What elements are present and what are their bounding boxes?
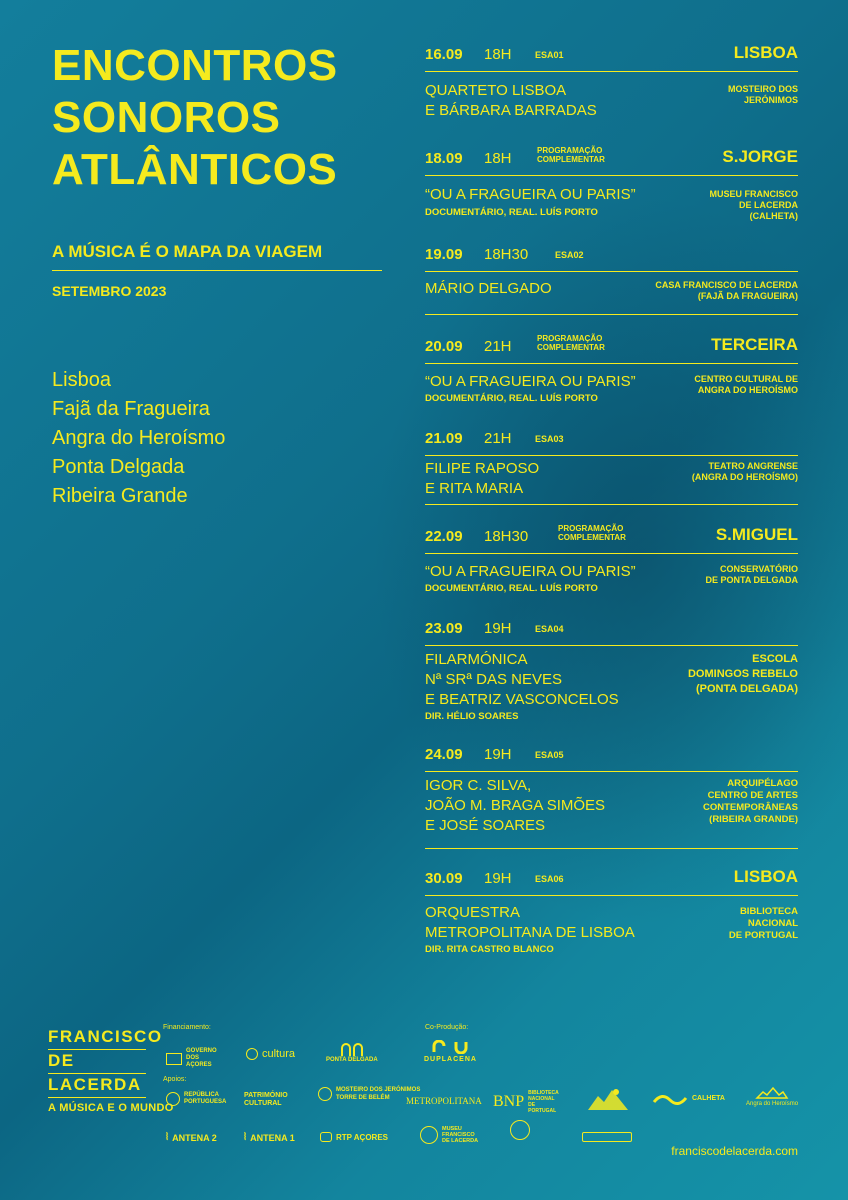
event-artist (425, 372, 636, 392)
event-date: 18.09 (425, 150, 463, 167)
artist-line: FILIPE RAPOSO (425, 460, 540, 477)
prog-line: COMPLEMENTAR (537, 343, 605, 352)
angra-heroismo-logo (746, 1086, 798, 1107)
music-note-icon (510, 1120, 530, 1140)
event-city: TERCEIRA (711, 335, 798, 354)
event-divider (425, 771, 798, 772)
artist-line: MÁRIO DELGADO (425, 280, 552, 297)
artist-line: “OU A FRAGUEIRA OU PARIS” (425, 186, 636, 203)
event-divider (425, 553, 798, 554)
programacao-complementar-label (537, 146, 605, 164)
event-divider (425, 175, 798, 176)
sponsor-label: ANTENA 1 (250, 1132, 295, 1143)
prog-line: COMPLEMENTAR (537, 155, 605, 164)
bnp-logo (493, 1090, 562, 1114)
event-date: 20.09 (425, 338, 463, 355)
sponsor-label: TORRE DE BELÉM (336, 1095, 390, 1101)
event-note: DOCUMENTÁRIO, REAL. LUÍS PORTO (425, 393, 598, 404)
sponsor-label: cultura (262, 1048, 296, 1060)
event-code: ESA05 (535, 750, 564, 760)
subtitle-divider (52, 270, 382, 271)
event-code: ESA02 (555, 250, 584, 260)
sponsor-label: CALHETA (692, 1094, 725, 1102)
city-item: Lisboa (52, 369, 111, 391)
event-time: 18H30 (484, 246, 529, 263)
venue-line: BIBLIOTECA (739, 906, 798, 917)
fragueira-illustration-logo (586, 1086, 630, 1114)
section-divider (425, 848, 798, 849)
event-city: S.MIGUEL (715, 525, 798, 544)
event-code: ESA06 (535, 874, 564, 884)
mosteiro-jeronimos-logo (318, 1086, 420, 1102)
arquipelago-icon (582, 1132, 632, 1142)
event-date: 24.09 (425, 746, 463, 763)
event-header (425, 40, 798, 66)
sponsor-label: PATRIMÓNIO CULTURAL (244, 1092, 288, 1107)
antena2-logo (166, 1132, 217, 1143)
event-header (425, 144, 798, 170)
poster-title (52, 40, 338, 196)
artist-line: Nª SRª DAS NEVES (425, 671, 562, 688)
event-header (425, 332, 798, 358)
event-venue (705, 564, 798, 586)
arches-icon (340, 1042, 364, 1056)
poster-subtitle: A MÚSICA É O MAPA DA VIAGEM (52, 242, 323, 261)
prog-line: PROGRAMAÇÃO (558, 524, 624, 533)
venue-line: (RIBEIRA GRANDE) (709, 814, 798, 825)
venue-line: DE PORTUGAL (728, 930, 798, 941)
duplacena-logo (424, 1040, 477, 1063)
event-time: 21H (484, 430, 512, 447)
event-time: 18H (484, 150, 512, 167)
calheta-logo (652, 1090, 725, 1106)
venue-line: ANGRA DO HEROÍSMO (697, 385, 798, 395)
event-21-09 (425, 424, 798, 497)
venue-line: (PONTA DELGADA) (695, 683, 798, 695)
museu-francisco-lacerda-logo (420, 1126, 482, 1144)
event-time: 19H (484, 620, 512, 637)
event-venue (688, 652, 798, 697)
venue-line: CASA FRANCISCO DE LACERDA (655, 280, 798, 290)
patrimonio-cultural-logo (244, 1092, 298, 1108)
venue-line: TEATRO ANGRENSE (708, 461, 798, 471)
event-artist (425, 185, 636, 205)
event-time: 18H (484, 46, 512, 63)
ponta-delgada-logo (326, 1042, 378, 1063)
event-code: ESA04 (535, 624, 564, 634)
title-line-1: ENCONTROS (52, 41, 338, 90)
venue-line: CONSERVATÓRIO (719, 564, 798, 574)
event-19-09 (425, 240, 798, 301)
event-artist (425, 459, 539, 499)
sponsor-label: RTP AÇORES (336, 1132, 389, 1142)
francisco-de-lacerda-logo (48, 1026, 174, 1114)
sponsor-label: Angra do Heroísmo (746, 1101, 799, 1107)
event-time: 19H (484, 746, 512, 763)
logo-line: DE (48, 1050, 146, 1074)
sponsor-label: REPÚBLICA PORTUGUESA (184, 1092, 227, 1105)
artist-line: “OU A FRAGUEIRA OU PARIS” (425, 563, 636, 580)
event-code: ESA03 (535, 434, 564, 444)
governo-acores-logo (166, 1048, 226, 1069)
programacao-complementar-label (558, 524, 626, 542)
event-divider (425, 895, 798, 896)
rtp-acores-logo (320, 1132, 388, 1142)
event-time: 19H (484, 870, 512, 887)
event-time: 18H30 (484, 528, 529, 545)
section-divider (425, 314, 798, 315)
sponsor-label: PONTA DELGADA (326, 1057, 378, 1063)
artist-line: FILARMÓNICA (425, 651, 528, 668)
coproducao-label: Co-Produção: (425, 1024, 469, 1031)
venue-line: CENTRO DE ARTES (707, 790, 798, 801)
event-note: DOCUMENTÁRIO, REAL. LUÍS PORTO (425, 207, 598, 218)
prog-line: PROGRAMAÇÃO (537, 334, 603, 343)
event-venue (694, 374, 798, 396)
seal-icon (318, 1087, 332, 1101)
sponsor-label: MUSEU FRANCISCO DE LACERDA (442, 1126, 479, 1144)
event-30-09 (425, 864, 798, 955)
event-venue (655, 280, 798, 302)
venue-line: DOMINGOS REBELO (687, 668, 798, 680)
event-code: ESA01 (535, 50, 564, 60)
event-18-09 (425, 144, 798, 221)
arquipelago-logo (582, 1132, 632, 1142)
event-date: 21.09 (425, 430, 463, 447)
sponsor-label: BNP (493, 1093, 525, 1110)
event-venue (709, 189, 798, 222)
venue-line: ARQUIPÉLAGO (727, 778, 798, 789)
logo-tagline: A MÚSICA E O MUNDO (48, 1102, 174, 1114)
event-16-09 (425, 40, 798, 119)
city-item: Ponta Delgada (52, 456, 185, 478)
event-artist (425, 776, 605, 836)
artist-line: ORQUESTRA (425, 904, 521, 921)
event-22-09 (425, 522, 798, 594)
prog-line: PROGRAMAÇÃO (537, 146, 603, 155)
rtp-icon (320, 1132, 332, 1142)
artist-line: METROPOLITANA DE LISBOA (425, 924, 635, 941)
event-divider (425, 363, 798, 364)
event-artist (425, 81, 597, 121)
artist-line: E BÁRBARA BARRADAS (425, 102, 597, 119)
event-header (425, 240, 798, 266)
artist-line: E RITA MARIA (425, 480, 524, 497)
footer (0, 1020, 848, 1200)
event-header (425, 424, 798, 450)
event-divider (425, 455, 798, 456)
event-header (425, 614, 798, 640)
event-header (425, 740, 798, 766)
financiamento-label: Financiamento: (163, 1024, 211, 1031)
wave-icon (652, 1090, 688, 1106)
event-divider (425, 645, 798, 646)
event-23-09 (425, 614, 798, 722)
event-venue (703, 778, 798, 826)
logo-line: LACERDA (48, 1074, 146, 1098)
event-artist (425, 562, 636, 582)
apoios-label: Apoios: (163, 1076, 187, 1083)
programacao-complementar-label (537, 334, 605, 352)
venue-line: (FAJÃ DA FRAGUEIRA) (697, 291, 798, 301)
event-date: 22.09 (425, 528, 463, 545)
event-20-09 (425, 332, 798, 404)
event-note: DIR. HÉLIO SOARES (425, 711, 519, 722)
sponsor-label: MOSTEIRO DOS JERÓNIMOS (336, 1087, 421, 1093)
event-time: 21H (484, 338, 512, 355)
sponsor-label: DUPLACENA (424, 1056, 477, 1063)
venue-line: DE LACERDA (738, 200, 798, 210)
venue-line: ESCOLA (752, 653, 798, 665)
city-list (52, 366, 225, 511)
event-divider (425, 271, 798, 272)
artist-line: JOÃO M. BRAGA SIMÕES (425, 797, 606, 814)
prog-line: COMPLEMENTAR (558, 533, 626, 542)
event-date: 16.09 (425, 46, 463, 63)
circle-icon (246, 1048, 258, 1060)
cultura-logo (246, 1048, 295, 1060)
poster-month: SETEMBRO 2023 (52, 283, 167, 299)
event-date: 30.09 (425, 870, 463, 887)
event-date: 19.09 (425, 246, 463, 263)
artist-line: IGOR C. SILVA, (425, 777, 532, 794)
artist-line: E BEATRIZ VASCONCELOS (425, 691, 619, 708)
event-artist (425, 903, 635, 943)
republica-portuguesa-logo (166, 1092, 232, 1106)
venue-line: CONTEMPORÂNEAS (702, 802, 798, 813)
sponsor-label: BIBLIOTECA NACIONAL DE PORTUGAL (528, 1090, 559, 1114)
event-date: 23.09 (425, 620, 463, 637)
duplacena-icon (430, 1040, 470, 1054)
title-line-2: SONOROS (52, 93, 281, 142)
venue-line: CENTRO CULTURAL DE (694, 374, 798, 384)
event-24-09 (425, 740, 798, 834)
event-header (425, 864, 798, 890)
artist-line: E JOSÉ SOARES (425, 817, 546, 834)
logo-line: FRANCISCO (48, 1026, 146, 1050)
event-header (425, 522, 798, 548)
venue-line: MOSTEIRO DOS (727, 84, 798, 94)
title-line-3: ATLÂNTICOS (52, 145, 338, 194)
venue-line: NACIONAL (747, 918, 798, 929)
city-item: Angra do Heroísmo (52, 427, 226, 449)
city-item: Fajã da Fragueira (52, 398, 210, 420)
venue-line: (ANGRA DO HEROÍSMO) (691, 472, 798, 482)
event-city: LISBOA (733, 867, 798, 886)
sponsor-label: ANTENA 2 (172, 1132, 217, 1143)
flag-icon (166, 1053, 182, 1065)
event-note: DIR. RITA CASTRO BLANCO (425, 944, 554, 955)
radio-signal-icon: ⦚ (244, 1132, 247, 1143)
event-artist (425, 279, 552, 299)
website-link[interactable]: franciscodelacerda.com (671, 1144, 798, 1158)
sponsor-label: GOVERNO DOS AÇORES (186, 1048, 217, 1068)
event-venue (692, 461, 798, 483)
artist-line: QUARTETO LISBOA (425, 82, 567, 99)
radio-signal-icon: ⦚ (166, 1132, 169, 1143)
event-venue (728, 84, 798, 106)
venue-line: JERÓNIMOS (743, 95, 798, 105)
event-city: LISBOA (733, 43, 798, 62)
event-city: S.JORGE (722, 147, 798, 166)
antena1-logo (244, 1132, 295, 1143)
metropolitana-logo: METROPOLITANA (406, 1096, 482, 1106)
landscape-icon (586, 1086, 630, 1114)
venue-line: (CALHETA) (749, 211, 798, 221)
section-divider (425, 504, 798, 505)
artist-line: “OU A FRAGUEIRA OU PARIS” (425, 373, 636, 390)
conservatorio-logo (510, 1120, 530, 1140)
venue-line: MUSEU FRANCISCO (709, 189, 798, 199)
event-artist (425, 650, 619, 710)
shield-icon (166, 1092, 180, 1106)
city-item: Ribeira Grande (52, 485, 188, 507)
venue-line: DE PONTA DELGADA (705, 575, 798, 585)
event-venue (729, 906, 798, 942)
museum-icon (420, 1126, 438, 1144)
town-icon (755, 1086, 789, 1100)
event-divider (425, 71, 798, 72)
event-note: DOCUMENTÁRIO, REAL. LUÍS PORTO (425, 583, 598, 594)
